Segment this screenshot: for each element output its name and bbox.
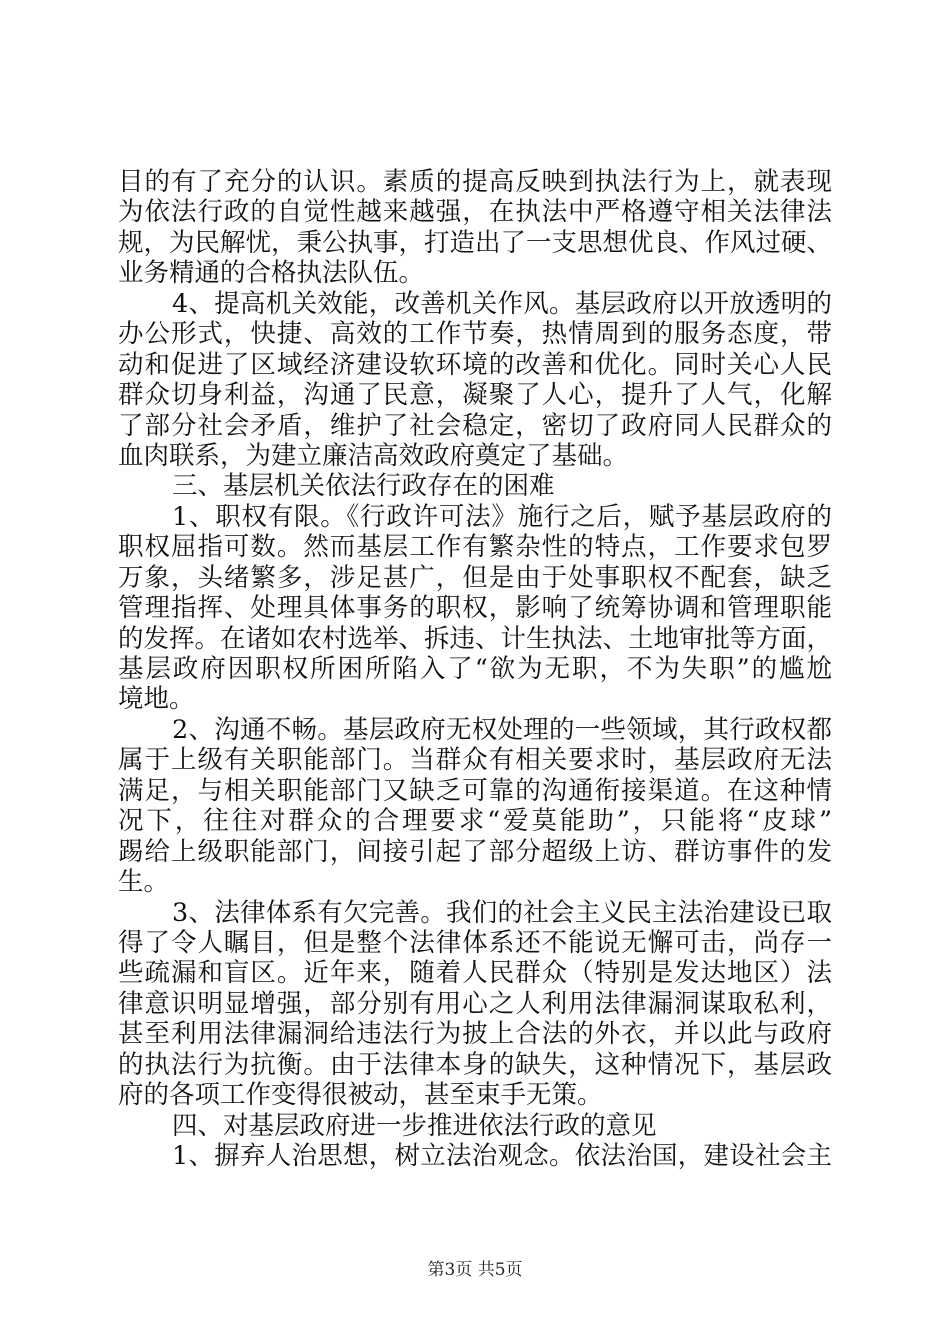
text-line: 为依法行政的自觉性越来越强，在执法中严格遵守相关法律法 (118, 197, 832, 228)
text-line: 血肉联系，为建立廉洁高效政府奠定了基础。 (118, 440, 629, 471)
paragraph-start-line: 1、职权有限。《行政许可法》施行之后，赋予基层政府的 (172, 501, 832, 532)
text-line: 府的各项工作变得很被动，甚至束手无策。 (118, 1080, 603, 1111)
text-line: 律意识明显增强，部分别有用心之人利用法律漏洞谋取私利， (118, 988, 832, 1019)
text-line: 动和促进了区域经济建设软环境的改善和优化。同时关心人民 (118, 349, 832, 380)
text-line: 职权屈指可数。然而基层工作有繁杂性的特点，工作要求包罗 (118, 532, 832, 563)
text-line: 了部分社会矛盾，维护了社会稳定，密切了政府同人民群众的 (118, 410, 832, 441)
text-line: 目的有了充分的认识。素质的提高反映到执法行为上，就表现 (118, 167, 832, 197)
text-line: 管理指挥、处理具体事务的职权，影响了统筹协调和管理职能 (118, 593, 832, 624)
text-line: 属于上级有关职能部门。当群众有相关要求时，基层政府无法 (118, 745, 832, 776)
text-line: 些疏漏和盲区。近年来，随着人民群众（特别是发达地区）法 (118, 958, 832, 989)
text-line: 群众切身利益，沟通了民意，凝聚了人心，提升了人气，化解 (118, 380, 832, 411)
text-line: 生。 (118, 867, 170, 898)
text-line: 的发挥。在诸如农村选举、拆违、计生执法、土地审批等方面， (118, 623, 833, 654)
text-line: 甚至利用法律漏洞给违法行为披上合法的外衣，并以此与政府 (118, 1019, 832, 1050)
text-line: 业务精通的合格执法队伍。 (118, 258, 425, 289)
text-line: 踢给上级职能部门，间接引起了部分超级上访、群访事件的发 (118, 836, 832, 867)
section-heading: 四、对基层政府进一步推进依法行政的意见 (172, 1110, 657, 1141)
paragraph-start-line: 3、法律体系有欠完善。我们的社会主义民主法治建设已取 (172, 897, 832, 928)
paragraph-start-line: 2、沟通不畅。基层政府无权处理的一些领域，其行政权都 (172, 714, 832, 745)
text-line: 的执法行为抗衡。由于法律本身的缺失，这种情况下，基层政 (118, 1049, 832, 1080)
paragraph-start-line: 4、提高机关效能，改善机关作风。基层政府以开放透明的 (172, 288, 832, 319)
text-line: 办公形式，快捷、高效的工作节奏，热情周到的服务态度，带 (118, 319, 832, 350)
text-line: 万象，头绪繁多，涉足甚广，但是由于处事职权不配套，缺乏 (118, 562, 832, 593)
document-body (118, 167, 832, 1171)
text-line: 得了令人瞩目，但是整个法律体系还不能说无懈可击，尚存一 (118, 927, 832, 958)
text-line: 基层政府因职权所困所陷入了“欲为无职，不为失职”的尴尬 (118, 654, 832, 684)
text-line: 满足，与相关职能部门又缺乏可靠的沟通衔接渠道。在这种情 (118, 775, 832, 806)
text-line: 规，为民解忧，秉公执事，打造出了一支思想优良、作风过硬、 (118, 227, 833, 258)
page-number-footer: 第3页 共5页 (427, 1260, 523, 1280)
text-line: 境地。 (118, 684, 195, 715)
text-line: 况下，往往对群众的合理要求“爱莫能助”，只能将“皮球” (118, 806, 832, 837)
section-heading: 三、基层机关依法行政存在的困难 (172, 471, 555, 502)
paragraph-start-line: 1、摒弃人治思想，树立法治观念。依法治国，建设社会主 (172, 1141, 832, 1171)
